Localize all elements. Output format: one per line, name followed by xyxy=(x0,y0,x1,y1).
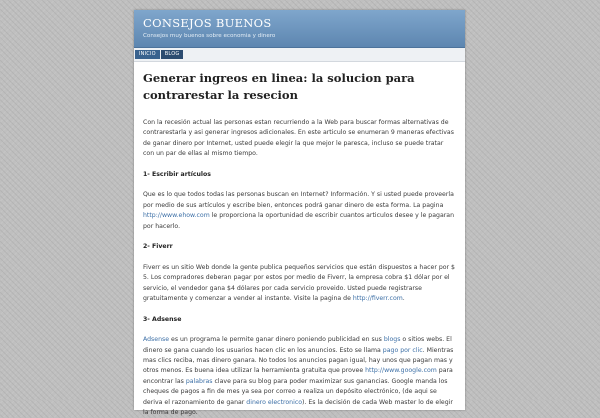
paragraph-text: . xyxy=(402,295,405,303)
post-title[interactable]: Generar ingreos en linea: la solucion para contrarestar la resecion xyxy=(143,71,415,102)
section-paragraph-adsense xyxy=(143,335,456,418)
section-heading-adsense: 3- Adsense xyxy=(143,315,182,323)
paragraph-text: Fiverr es un sitio Web donde la gente publica pequeños servicios que están dispuestos a hacer por $ 5. Los compradores deberan pagar por estos por medio de Fiverr, la empresa cobra $1 dólar por el servicio, el vendedor gana $4 dólares por cada servicio proveido. Usted puede registrarse gratuitamente y comenzar a vender al instante. Visite la pagina de xyxy=(143,263,455,303)
site-header xyxy=(134,10,465,48)
paragraph-text: le proporciona la oportunidad de escribir cuantos articulos desee y le pagaran por hacerlo. xyxy=(143,212,454,230)
blogs-link[interactable]: blogs xyxy=(383,336,401,344)
paragraph-text: clave para su blog para poder maximizar sus ganancias. Google manda los cheques de pagos a fin de mes ya sea por correo a realiza un depósito electrónico, (de aqui se deriva el razonamiento de ganar xyxy=(143,377,448,406)
post-content xyxy=(134,62,465,418)
paragraph-text: es un programa le permite ganar dinero poniendo publicidad en sus xyxy=(169,336,384,344)
site-description: Consejos muy buenos sobre economia y dinero xyxy=(143,33,276,39)
dinero-electronico-link[interactable]: dinero electronico xyxy=(246,398,303,406)
page-container xyxy=(134,10,465,417)
ehow-link[interactable]: http://www.ehow.com xyxy=(143,212,210,220)
section-paragraph-fiverr xyxy=(143,263,456,305)
paragraph-text: Que es lo que todos todas las personas buscan en Internet? Información. Y si usted puede proveerla por medio de sus artículos y escribe bien, entonces podrá ganar dinero de esta forma. La pagina xyxy=(143,191,454,209)
nav-item-inicio[interactable]: INICIO xyxy=(135,50,160,59)
adsense-link[interactable]: Adsense xyxy=(143,336,170,344)
paragraph-text: . Mientras mas clics reciba, mas dinero ganara. No todos los anuncios pagan igual, hay unos que pagan mas y otros menos. Es buena idea utilizar la herramienta gratuita que provee xyxy=(143,346,454,375)
main-nav xyxy=(134,48,465,62)
paragraph-text: para encontrar las xyxy=(143,367,453,385)
paragraph-text: o sitios webs. El dinero se gana cuando los usuarios hacen clic en los anuncios. Esto se llama xyxy=(143,336,452,354)
section-paragraph-escribir xyxy=(143,190,456,232)
post-intro: Con la recesión actual las personas estan recurriendo a la Web para buscar formas alternativas de contrarestarla y asi generar ingresos adicionales. En este articulo se enumeran 9 maneras efectivas de ganar dinero por Internet, usted puede elegir la que mejor le paresca, incluso se puede tratar con un par de ellas al mismo tiempo. xyxy=(143,119,454,158)
pago-por-clic-link[interactable]: pago por clic xyxy=(382,346,423,354)
palabras-link[interactable]: palabras xyxy=(185,377,213,385)
section-heading-escribir: 1- Escribir artículos xyxy=(143,171,211,179)
section-heading-fiverr: 2- Fiverr xyxy=(143,243,173,251)
site-title[interactable]: CONSEJOS BUENOS xyxy=(143,16,272,30)
google-link[interactable]: http://www.google.com xyxy=(365,367,437,375)
fiverr-link[interactable]: http://fiverr.com xyxy=(352,295,403,303)
nav-item-blog[interactable]: BLOG xyxy=(161,50,184,59)
paragraph-text: ). Es la decisión de cada Web master lo de elegir la forma de pago. xyxy=(143,398,453,417)
